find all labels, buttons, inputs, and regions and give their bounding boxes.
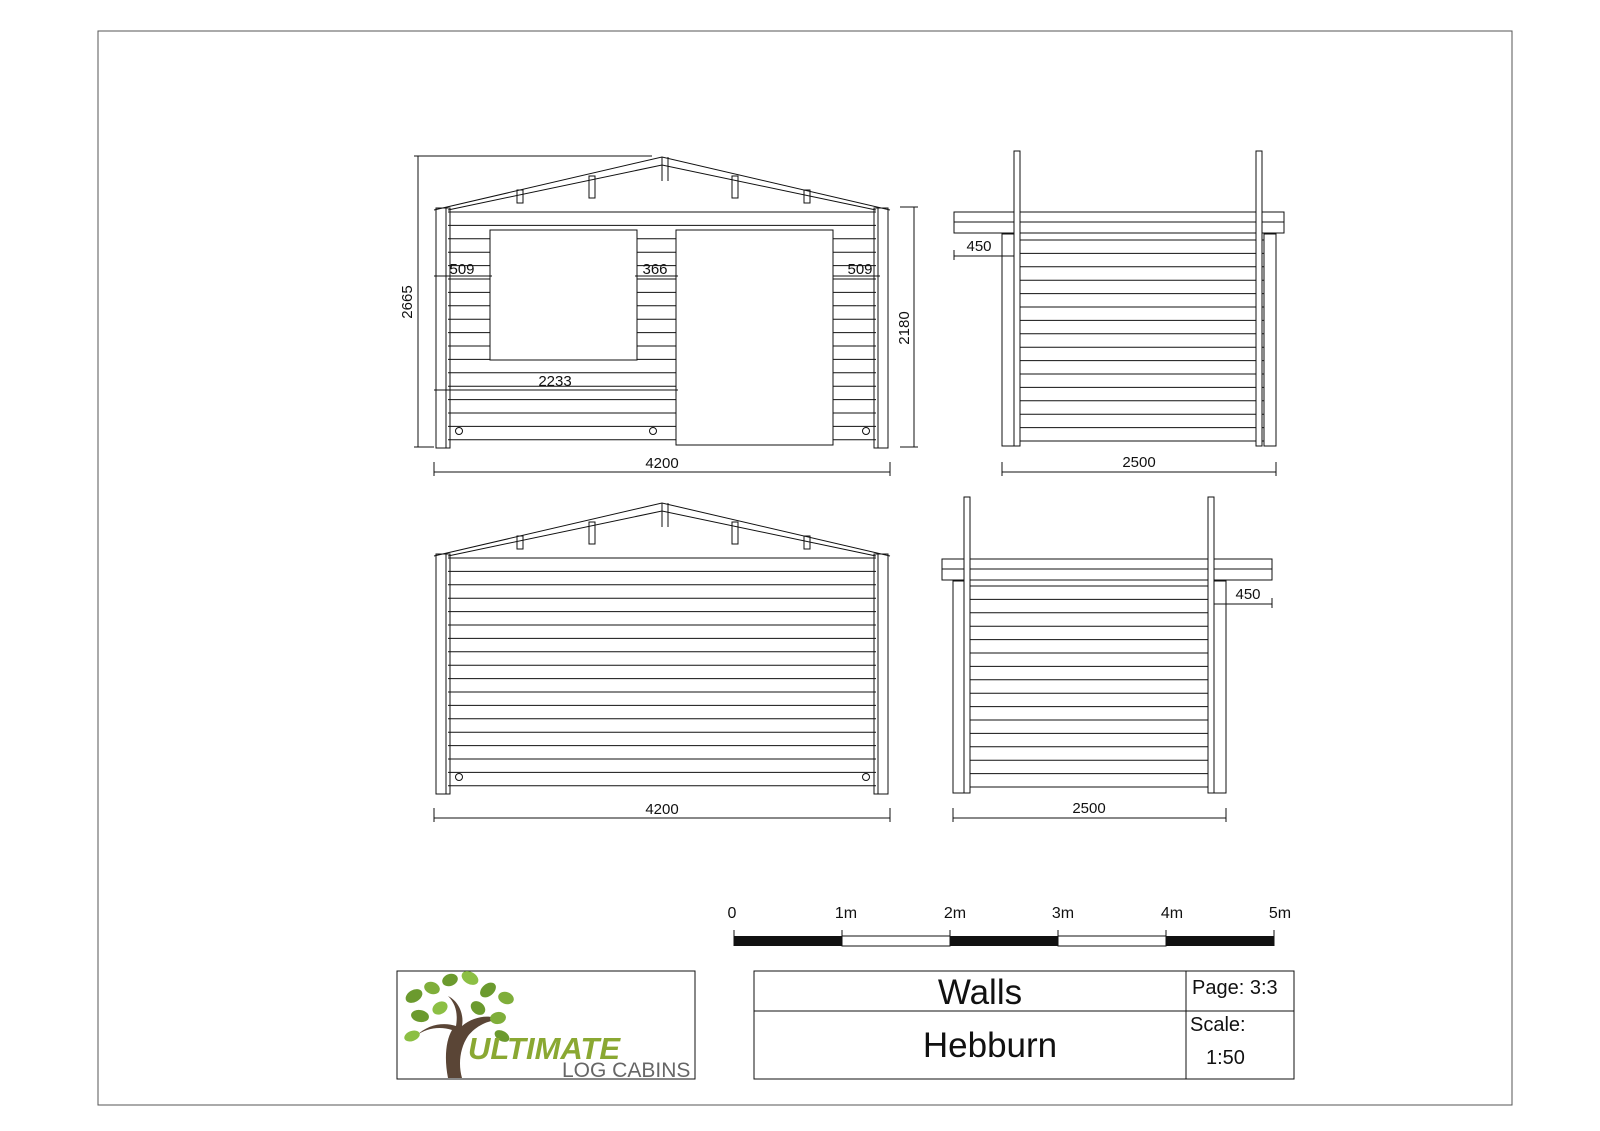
back-bolt-1 (456, 774, 463, 781)
back-wall-logs (448, 558, 876, 786)
back-width-label: 4200 (645, 801, 679, 818)
model-name: Hebburn (922, 1026, 1058, 1065)
back-elevation (434, 503, 890, 822)
side-right-wall-end-left (1002, 234, 1014, 446)
front-bolt-1 (456, 428, 463, 435)
front-window-offset-label: 509 (449, 261, 475, 278)
front-door (676, 230, 833, 445)
side-right-overhang-label: 450 (966, 238, 992, 255)
scale-label-2m: 2m (943, 905, 967, 922)
front-gap-label: 366 (642, 261, 668, 278)
front-bolt-2 (650, 428, 657, 435)
side-left-logs (965, 586, 1214, 787)
drawing-title: Walls (937, 973, 1023, 1012)
side-right-wall-end-right (1264, 234, 1276, 446)
scale-seg-4 (1058, 936, 1166, 946)
side-left-width-label: 2500 (1072, 800, 1106, 817)
front-door-line-label: 2233 (538, 373, 572, 390)
company-logo (397, 968, 695, 1082)
logo-line-1: ULTIMATE (468, 1031, 621, 1066)
side-elevation-right (954, 151, 1284, 476)
logo-line-2: LOG CABINS (562, 1059, 691, 1082)
side-left-wall-end-left (953, 581, 965, 793)
back-purlin-1 (517, 536, 523, 549)
scale-label-5m: 5m (1268, 905, 1292, 922)
side-right-post-left (1014, 151, 1020, 446)
front-width-label: 4200 (645, 455, 679, 472)
side-elevation-left (942, 497, 1272, 822)
front-purlin-3 (732, 176, 738, 198)
back-purlin-3 (732, 522, 738, 544)
front-bolt-3 (863, 428, 870, 435)
back-corner-right (874, 554, 888, 794)
scale-label-0: 0 (727, 905, 737, 922)
scale-label-3m: 3m (1051, 905, 1075, 922)
scale-seg-1 (734, 936, 842, 946)
front-window (490, 230, 637, 360)
front-door-offset-label: 509 (847, 261, 873, 278)
scale-label: Scale: (1190, 1014, 1246, 1036)
front-purlin-1 (517, 190, 523, 203)
side-right-logs (1014, 240, 1264, 441)
side-left-post-left (964, 497, 970, 793)
side-left-wall-end-right (1214, 581, 1226, 793)
back-bolt-2 (863, 774, 870, 781)
side-right-post-right (1256, 151, 1262, 446)
scale-seg-2 (842, 936, 950, 946)
scale-label-4m: 4m (1160, 905, 1184, 922)
scale-value: 1:50 (1206, 1047, 1245, 1069)
back-purlin-4 (804, 536, 810, 549)
side-left-overhang-label: 450 (1235, 586, 1261, 603)
scale-label-1m: 1m (834, 905, 858, 922)
side-right-width-label: 2500 (1122, 454, 1156, 471)
front-height-label: 2665 (399, 285, 416, 319)
scale-bar (728, 905, 1292, 946)
scale-seg-3 (950, 936, 1058, 946)
front-corner-left (436, 208, 450, 448)
front-wall-height-label: 2180 (896, 311, 913, 345)
front-corner-right (874, 208, 888, 448)
scale-seg-5 (1166, 936, 1274, 946)
front-purlin-4 (804, 190, 810, 203)
page-label: Page: 3:3 (1192, 977, 1278, 999)
back-corner-left (436, 554, 450, 794)
title-block (754, 971, 1294, 1079)
front-elevation (414, 156, 918, 476)
side-left-post-right (1208, 497, 1214, 793)
